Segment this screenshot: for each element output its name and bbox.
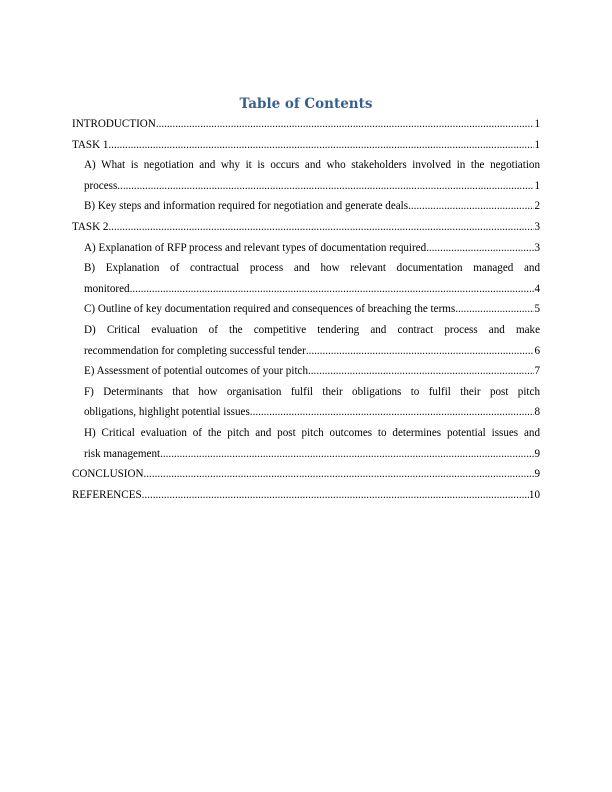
toc-entry-text: CONCLUSION [72,468,144,481]
toc-entry-text-line1: H) Critical evaluation of the pitch and post pitch outcomes to determines potential issues and [84,426,540,439]
toc-entry-text: E) Assessment of potential outcomes of your pitch [84,365,308,378]
toc-page-number: 7 [534,365,540,378]
toc-entry-task-2c[interactable] [72,299,540,320]
table-of-contents [72,114,540,505]
toc-page-number: 6 [534,344,540,357]
toc-entry-text: B) Key steps and information required for negotiation and generate deals [84,200,409,213]
dot-leader [160,444,534,465]
toc-entry-task-1b[interactable] [72,196,540,217]
toc-entry-text-line1: B) Explanation of contractual process and how relevant documentation managed and [84,262,540,275]
toc-entry-task-2e[interactable] [72,361,540,382]
toc-page-number: 9 [534,447,540,460]
toc-page-number: 4 [534,282,540,295]
toc-entry-task-2b[interactable] [72,258,540,299]
dot-leader [306,341,535,362]
dot-leader [156,114,535,135]
toc-entry-text: monitored [84,282,130,295]
dot-leader [308,361,534,382]
toc-entry-text: risk management [84,447,161,460]
toc-entry-text: obligations, highlight potential issues [84,406,250,419]
toc-page-number: 3 [534,241,540,254]
toc-entry-text: REFERENCES [72,488,142,501]
toc-page-number: 2 [534,200,540,213]
toc-entry-references[interactable] [72,485,540,506]
toc-entry-task-1[interactable] [72,135,540,156]
toc-page-number: 9 [534,468,540,481]
toc-entry-text: TASK 2 [72,220,109,233]
toc-entry-task-2f[interactable] [72,382,540,423]
toc-entry-task-2a[interactable] [72,238,540,259]
dot-leader [117,176,534,197]
dot-leader [142,485,529,506]
toc-entry-introduction[interactable] [72,114,540,135]
toc-entry-task-2[interactable] [72,217,540,238]
dot-leader [250,402,535,423]
toc-page-number: 3 [534,220,540,233]
toc-entry-task-2d[interactable] [72,320,540,361]
toc-title: Table of Contents [239,96,373,112]
toc-page-number: 1 [534,118,540,130]
toc-entry-text: INTRODUCTION [72,118,156,130]
toc-page-number: 5 [534,303,540,316]
toc-entry-text-line1: A) What is negotiation and why it is occurs and who stakeholders involved in the negotiation [84,159,540,172]
toc-page-number: 1 [534,179,540,192]
toc-entry-text-line1: F) Determinants that how organisation fulfil their obligations to fulfil their post pitch [84,385,540,398]
dot-leader [108,217,534,238]
toc-entry-text: A) Explanation of RFP process and relevant types of documentation required [84,241,427,254]
dot-leader [108,135,534,156]
toc-entry-conclusion[interactable] [72,464,540,485]
dot-leader [455,299,534,320]
toc-entry-text-line1: D) Critical evaluation of the competitive tendering and contract process and make [84,323,540,336]
toc-entry-task-1a[interactable] [72,155,540,196]
toc-entry-task-2h[interactable] [72,423,540,464]
dot-leader [408,196,534,217]
toc-page-number: 8 [534,406,540,419]
toc-page-number: 1 [534,138,540,151]
dot-leader [144,464,535,485]
toc-entry-text: process [84,179,118,192]
toc-entry-text: recommendation for completing successful tender [84,344,306,357]
dot-leader [130,279,535,300]
toc-entry-text: C) Outline of key documentation required and consequences of breaching the terms [84,303,456,316]
dot-leader [426,238,534,259]
toc-entry-text: TASK 1 [72,138,109,151]
toc-page-number: 10 [528,488,540,501]
